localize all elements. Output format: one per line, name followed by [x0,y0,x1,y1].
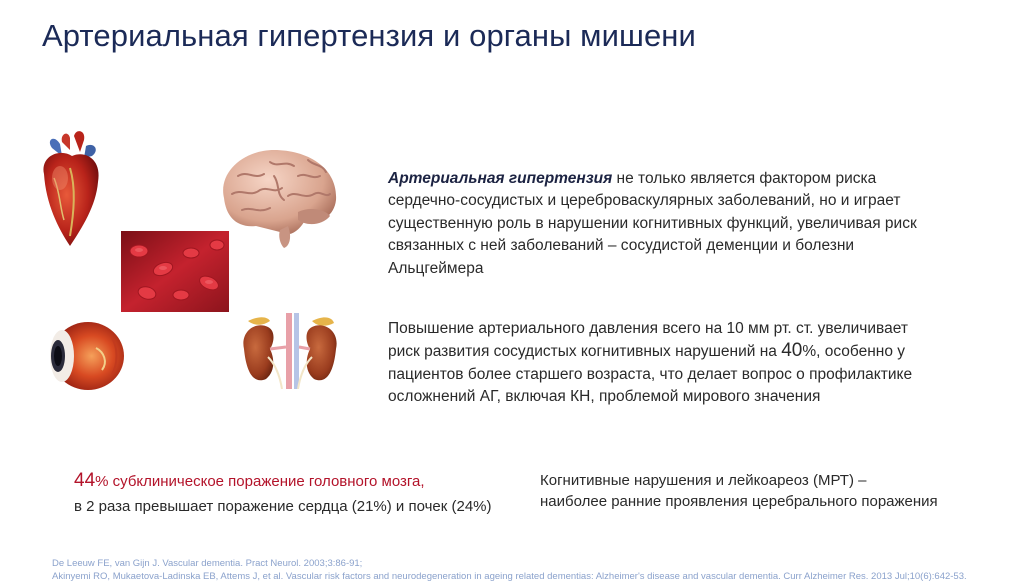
references [52,557,967,583]
stat-line1 [74,468,492,494]
paragraph1-text: не только является фактором риска сердечно-сосудистых и цереброваскулярных заболеваний, но и играет существенную роль в нарушении когнитивных функций, увеличивая риск связанных с ней заболеваний – сосудистой деменции и болезни Альцгеймера [388,170,917,277]
eye-illustration [46,318,126,394]
stat-line2: в 2 раза превышает поражение сердца (21%) и почек (24%) [74,498,492,515]
slide-title: Артериальная гипертензия и органы мишени [42,18,696,53]
blood-vessel-illustration [121,231,229,312]
paragraph-hypertension [388,168,928,280]
heart-illustration [30,128,110,252]
paragraph2-text-before: Повышение артериального давления всего на 10 мм рт. ст. увеличивает риск развития сосудистых когнитивных нарушений на [388,320,908,361]
note-line2: наиболее ранние проявления церебрального поражения [540,493,938,510]
brain-damage-stat [74,468,492,519]
stat-line1-rest: % субклиническое поражение головного мозга, [95,473,425,490]
paragraph2-text-after: %, особенно у пациентов более старшего возраста, что делает вопрос о профилактике осложнений АГ, включая КН, проблемой мирового значения [388,343,913,406]
cognitive-note [540,470,938,512]
hypertension-emphasis: Артериальная гипертензия [388,170,613,187]
reference-2: Akinyemi RO, Mukaetova-Ladinska EB, Attems J, et al. Vascular risk factors and neurodegeneration in ageing related dementias: Alzheimer's disease and vascular dementia. Curr Alzheimer Res. 2013 Jul;10(6):642-53. [52,571,967,582]
reference-1: De Leeuw FE, van Gijn J. Vascular dementia. Pract Neurol. 2003;3:86-91; [52,558,363,569]
paragraph-pressure-risk [388,318,928,409]
note-line1: Когнитивные нарушения и лейкоареоз (МРТ) – [540,472,867,489]
brain-illustration [218,146,340,250]
kidneys-illustration [238,313,342,389]
paragraph2-highlight: 40 [781,340,803,362]
stat-number: 44 [74,470,96,491]
